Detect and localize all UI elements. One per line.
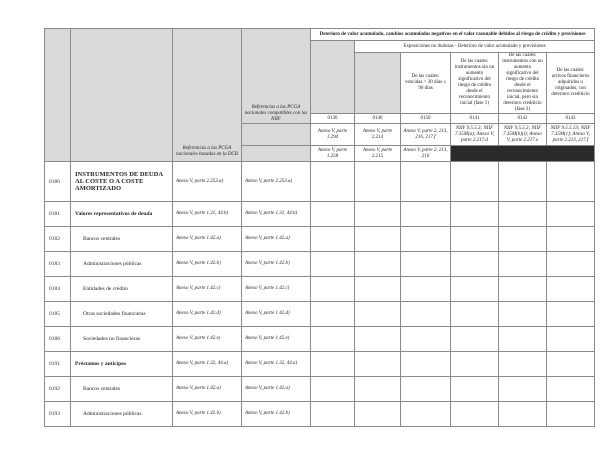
col-ref-a: Anexo V, parte 2, 213, 216, 217.f xyxy=(401,124,451,146)
data-entry-cell[interactable] xyxy=(499,402,547,427)
data-entry-cell[interactable] xyxy=(355,227,401,252)
row-code: 0193 xyxy=(45,402,71,427)
data-entry-cell[interactable] xyxy=(451,227,499,252)
col-ref-a: Anexo V, parte 2.214 xyxy=(355,124,401,146)
row-code: 0191 xyxy=(45,352,71,377)
row-ref-niif: Anexo V, parte 1.42.d) xyxy=(242,302,311,327)
row-code: 0183 xyxy=(45,252,71,277)
row-label: Entidades de crédito xyxy=(71,277,173,302)
header-sub-span: Exposiciones no dudosas - Deterioro de valor acumulado y provisiones xyxy=(355,41,595,53)
data-entry-cell[interactable] xyxy=(451,327,499,352)
col-ref-b: Anexo V, parte 2.215 xyxy=(355,146,401,162)
data-entry-cell[interactable] xyxy=(311,252,355,277)
col-num: 0140 xyxy=(355,114,401,124)
header-blank-c xyxy=(242,124,311,146)
col-head-0143: De las cuales: activos financieros adquiridos u originados, con deterioro crediticio xyxy=(547,53,595,114)
col-num: 0130 xyxy=(311,114,355,124)
row-ref-dcb: Anexo V, parte 1.42.a) xyxy=(173,377,242,402)
row-ref-niif: Anexo V, parte 1.42.e) xyxy=(242,327,311,352)
row-ref-niif: Anexo V, parte 2.253.a) xyxy=(242,162,311,202)
row-ref-dcb: Anexo V, parte 1.42.b) xyxy=(173,252,242,277)
row-code: 0181 xyxy=(45,202,71,227)
data-entry-cell[interactable] xyxy=(547,202,595,227)
data-entry-cell[interactable] xyxy=(311,327,355,352)
data-entry-cell[interactable] xyxy=(499,352,547,377)
data-entry-cell[interactable] xyxy=(401,252,451,277)
data-entry-cell[interactable] xyxy=(451,252,499,277)
row-ref-niif: Anexo V, parte 1.31, 44.b) xyxy=(242,202,311,227)
data-entry-cell[interactable] xyxy=(499,377,547,402)
data-entry-cell[interactable] xyxy=(451,352,499,377)
col-head-0150: De las cuales: vencidas > 30 días ≤ 90 días xyxy=(401,53,451,114)
data-entry-cell[interactable] xyxy=(451,277,499,302)
row-ref-dcb: Anexo V, parte 1.42.e) xyxy=(173,327,242,352)
row-label: Administraciones públicas xyxy=(71,402,173,427)
col-ref-a: NIIF 9.5.5.13; NIIF 7.35M(c); Anexo V, parte 2.213, 217.f xyxy=(547,124,595,146)
data-entry-cell[interactable] xyxy=(311,202,355,227)
data-entry-cell[interactable] xyxy=(355,402,401,427)
data-entry-cell[interactable] xyxy=(499,162,547,202)
row-ref-dcb: Anexo V, parte 1.42.c) xyxy=(173,277,242,302)
col-ref-a: Anexo V, parte 1.294 xyxy=(311,124,355,146)
table-row xyxy=(45,252,595,277)
col-head-0141: De las cuales: instrumentos sin un aumento significativo del riesgo de crédito desde el reconocimiento inicial (fase 1) xyxy=(451,53,499,114)
row-code: 0180 xyxy=(45,162,71,202)
row-code: 0185 xyxy=(45,302,71,327)
data-entry-cell[interactable] xyxy=(355,352,401,377)
data-entry-cell[interactable] xyxy=(401,227,451,252)
col-num: 0141 xyxy=(451,114,499,124)
data-entry-cell[interactable] xyxy=(401,402,451,427)
table-row xyxy=(45,402,595,427)
data-entry-cell[interactable] xyxy=(311,377,355,402)
data-entry-cell[interactable] xyxy=(499,252,547,277)
data-entry-cell[interactable] xyxy=(547,162,595,202)
row-ref-dcb: Anexo V, parte 1.42.b) xyxy=(173,402,242,427)
data-entry-cell[interactable] xyxy=(451,377,499,402)
row-ref-niif: Anexo V, parte 1.42.a) xyxy=(242,377,311,402)
col-ref-a: NIIF 9.5.5.3; NIIF 7.35M(b)(i); Anexo V, parte 2.217.e xyxy=(499,124,547,146)
data-entry-cell[interactable] xyxy=(311,277,355,302)
data-entry-cell[interactable] xyxy=(311,352,355,377)
row-label: Bancos centrales xyxy=(71,227,173,252)
template-table xyxy=(44,28,595,427)
data-entry-cell[interactable] xyxy=(401,377,451,402)
row-label: INSTRUMENTOS DE DEUDA AL COSTE O A COSTE AMORTIZADO xyxy=(71,162,173,202)
data-entry-cell[interactable] xyxy=(547,302,595,327)
table-row xyxy=(45,327,595,352)
table-row xyxy=(45,277,595,302)
row-label: Sociedades no financieras xyxy=(71,327,173,352)
data-entry-cell[interactable] xyxy=(547,377,595,402)
data-entry-cell[interactable] xyxy=(355,377,401,402)
row-label: Valores representativos de deuda xyxy=(71,202,173,227)
header-shaded-block xyxy=(451,146,595,162)
data-entry-cell[interactable] xyxy=(547,352,595,377)
data-entry-cell[interactable] xyxy=(499,277,547,302)
data-entry-cell[interactable] xyxy=(547,327,595,352)
header-blank-b xyxy=(355,53,401,114)
table-row xyxy=(45,202,595,227)
data-entry-cell[interactable] xyxy=(401,202,451,227)
data-entry-cell[interactable] xyxy=(499,302,547,327)
col-ref-b: Anexo V, parte 2, 213, 216 xyxy=(401,146,451,162)
data-entry-cell[interactable] xyxy=(401,302,451,327)
row-ref-niif: Anexo V, parte 1.42.a) xyxy=(242,227,311,252)
data-entry-cell[interactable] xyxy=(311,227,355,252)
row-code: 0192 xyxy=(45,377,71,402)
data-entry-cell[interactable] xyxy=(451,162,499,202)
data-entry-cell[interactable] xyxy=(499,202,547,227)
data-entry-cell[interactable] xyxy=(401,327,451,352)
row-label: Bancos centrales xyxy=(71,377,173,402)
data-entry-cell[interactable] xyxy=(499,327,547,352)
header-blank-a xyxy=(311,41,355,114)
corner-label-cell xyxy=(71,29,173,162)
col-num: 0143 xyxy=(547,114,595,124)
col-num: 0150 xyxy=(401,114,451,124)
data-entry-cell[interactable] xyxy=(355,302,401,327)
data-entry-cell[interactable] xyxy=(355,277,401,302)
data-entry-cell[interactable] xyxy=(401,162,451,202)
data-entry-cell[interactable] xyxy=(451,302,499,327)
data-entry-cell[interactable] xyxy=(401,352,451,377)
data-entry-cell[interactable] xyxy=(311,402,355,427)
row-ref-dcb: Anexo V, parte 1.42.d) xyxy=(173,302,242,327)
table-row xyxy=(45,377,595,402)
data-entry-cell[interactable] xyxy=(451,402,499,427)
data-entry-cell[interactable] xyxy=(355,252,401,277)
data-entry-cell[interactable] xyxy=(355,162,401,202)
col-ref-b: Anexo V, parte 1.258 xyxy=(311,146,355,162)
row-ref-niif: Anexo V, parte 1.42.b) xyxy=(242,252,311,277)
row-code: 0184 xyxy=(45,277,71,302)
row-ref-niif: Anexo V, parte 1.42.b) xyxy=(242,402,311,427)
header-top-span: Deterioro de valor acumulado, cambios acumulados negativos en el valor razonable debidos al riesgo de crédito y provisiones xyxy=(311,29,595,41)
row-ref-dcb: Anexo V, parte 1.42.a) xyxy=(173,227,242,252)
regulatory-template-sheet xyxy=(44,28,595,427)
table-row xyxy=(45,352,595,377)
table-row xyxy=(45,302,595,327)
row-label: Otras sociedades financieras xyxy=(71,302,173,327)
col-num: 0142 xyxy=(499,114,547,124)
row-code: 0186 xyxy=(45,327,71,352)
data-entry-cell[interactable] xyxy=(547,252,595,277)
data-entry-cell[interactable] xyxy=(499,227,547,252)
table-row xyxy=(45,162,595,202)
corner-code-cell xyxy=(45,29,71,162)
data-entry-cell[interactable] xyxy=(355,327,401,352)
data-entry-cell[interactable] xyxy=(311,162,355,202)
col-head-0142: De las cuales: instrumentos con un aumento significativo del riesgo de crédito desde el reconocimiento inicial, pero sin deterioro crediticio (fase 2) xyxy=(499,53,547,114)
ref-col-header-2: Referencias a las PCGA nacionales compatibles con las NIIF xyxy=(242,29,311,124)
row-ref-niif: Anexo V, parte 1.32, 44.a) xyxy=(242,352,311,377)
data-entry-cell[interactable] xyxy=(547,227,595,252)
data-entry-cell[interactable] xyxy=(547,277,595,302)
table-row xyxy=(45,227,595,252)
row-ref-dcb: Anexo V, parte 1.32, 44.a) xyxy=(173,352,242,377)
row-ref-niif: Anexo V, parte 1.42.c) xyxy=(242,277,311,302)
header-blank-d xyxy=(242,146,311,162)
data-entry-cell[interactable] xyxy=(311,302,355,327)
row-label: Administraciones públicas xyxy=(71,252,173,277)
data-entry-cell[interactable] xyxy=(451,202,499,227)
row-code: 0182 xyxy=(45,227,71,252)
data-entry-cell[interactable] xyxy=(547,402,595,427)
col-ref-a: NIIF 9.5.5.3; NIIF 7.35M(a); Anexo V, parte 2.217.d xyxy=(451,124,499,146)
row-label: Préstamos y anticipos xyxy=(71,352,173,377)
ref-col-header-1: Referencias a las PCGA nacionales basadas en la DCB xyxy=(173,29,242,162)
row-ref-dcb: Anexo V, parte 2.253.a) xyxy=(173,162,242,202)
data-entry-cell[interactable] xyxy=(401,277,451,302)
row-ref-dcb: Anexo V, parte 1.31, 44.b) xyxy=(173,202,242,227)
data-entry-cell[interactable] xyxy=(355,202,401,227)
